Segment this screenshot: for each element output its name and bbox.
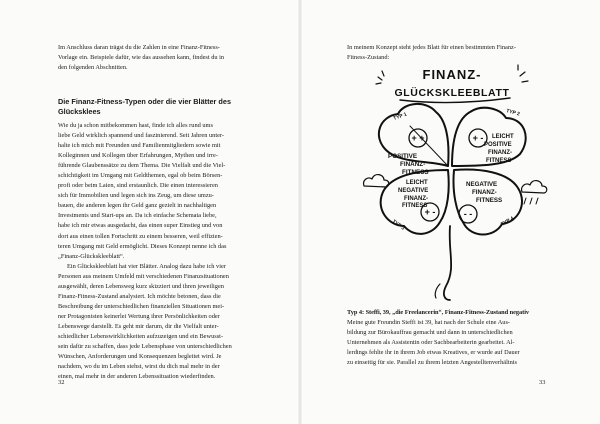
caption-body: Meine gute Freundin Steffi ist 39, hat nach der Schule eine Aus- bildung zur Bürokauffrau gemacht und dann in unterschiedlichen Unternehmen als Assistentin oder Sachbearbeiterin gearbeitet. Al- lerdings fehlte ihr in ihrem Job etwas Kreatives, er wurde auf Dauer zu einseitig für sie. Parallel zu ihrem letzten Angestelltenverhältnis <box>347 319 520 367</box>
clover-illustration <box>360 62 550 302</box>
sparkle-icon <box>518 65 528 82</box>
section-heading: Die Finanz-Fitness-Typen oder die vier Blätter des Glücksklees <box>58 97 232 116</box>
page-number-right: 33 <box>539 379 546 386</box>
right-page <box>300 0 600 424</box>
signs-typ4: - - <box>463 209 473 219</box>
left-intro <box>58 43 265 73</box>
caption-title: Typ 4: Steffi, 39, „die Freelancerin“, Finanz-Fitness-Zustand negativ <box>347 309 530 316</box>
signs-typ1: + + <box>411 133 425 143</box>
left-body <box>58 121 265 382</box>
svg-text:POSITIVE: POSITIVE <box>484 142 512 148</box>
svg-text:FINANZ-: FINANZ- <box>404 196 428 202</box>
signs-typ2: + - <box>472 133 484 143</box>
tag-typ4: TYP 4 <box>500 215 515 228</box>
tag-typ2: TYP 2 <box>505 108 521 118</box>
svg-text:FINANZ-: FINANZ- <box>400 161 426 168</box>
sparkle-icon <box>376 71 384 84</box>
svg-text:LEICHT: LEICHT <box>492 134 514 140</box>
cloud-icon <box>364 175 389 187</box>
line: Im Anschluss daran trägst du die Zahlen in eine Finanz-Fitness- <box>58 44 220 51</box>
paragraph-2: Ein Glückskleeblatt hat vier Blätter. Analog dazu habe ich vier Personen aus meinem Umfeld mit verschiedenen Finanzsituationen ausgewählt, deren Lebensweg kurz skizziert und ihren jeweiligen Finanz-Fitness-Zustand analysiert. Ich möchte betonen, dass die Beschreibung der unterschiedlichen finanziellen Situationen mei- ner Protagonisten keinerlei Wertung ihrer Persönlichkeiten oder Lebenswege darstellt. Es geht mir darum, dir die Vielfalt unter- schiedlicher Lebenswirklichkeiten aufzuzeigen und ein Bewusst- sein dafür zu schaffen, dass jede Lebensphase von unterschiedlichen Wünschen, Anforderungen und Konsequenzen begleitet wird. Je nachdem, wo du im Leben stehst, wirst du dich mal mehr in der einen, mal mehr in der anderen Lebenssituation wiederfinden. <box>58 262 232 381</box>
tag-typ3: TYP 3 <box>390 218 406 232</box>
svg-text:FITNESS: FITNESS <box>402 169 429 176</box>
rain-icon <box>524 198 538 204</box>
svg-text:POSITIVE: POSITIVE <box>388 153 418 160</box>
svg-text:NEGATIVE: NEGATIVE <box>398 188 429 194</box>
illustration-title-1: FINANZ- <box>422 67 482 82</box>
right-caption <box>347 308 554 368</box>
line: den folgenden Abschnitten. <box>58 64 128 72</box>
svg-text:FITNESS: FITNESS <box>486 158 512 164</box>
svg-text:FITNESS: FITNESS <box>476 197 503 204</box>
svg-text:FINANZ-: FINANZ- <box>472 189 497 196</box>
signs-typ3: + - <box>424 207 436 217</box>
right-intro: In meinem Konzept steht jedes Blatt für einen bestimmten Finanz- Fitness-Zustand: <box>347 44 516 62</box>
svg-text:FINANZ-: FINANZ- <box>488 150 512 156</box>
paragraph-1: Wie du ja schon mitbekommen hast, finde ich alles rund ums liebe Geld wirklich spannend und faszinierend. Seit Jahren unter- halte ich mich mit Freunden und Familienmitgliedern sowie mit Kolleginnen und Kollegen über Erfahrungen, Mythen und irre- führende Glaubenssätze zu dem Thema. Die Vielfalt und die Viel- schichtigkeit im Umgang mit Geldthemen, egal ob beim Börsen- profi oder beim Laien, sind erstaunlich. Die einen interessieren sich für Immobilien und legen sich ins Zeug, um diese umzu- bauen, die anderen legen ihr Geld ganz gezielt in nachhaltigen Investments und Start-ups an. Da ich einfache Schemata liebe, habe ich mir etwas ausgedacht, das einen super Einstieg und von dort aus einen tollen Fortschritt zu einem besseren, weil effizien- teren Umgang mit Geld ermöglicht. Dieses Konzept nenne ich das „Finanz-Glückskleeblatt“. <box>58 122 227 260</box>
line: Vorlage ein. Beispiele dafür, wie das aussehen kann, findest du in <box>58 54 225 62</box>
page-number-left: 32 <box>58 379 65 386</box>
illustration-title-2: GLÜCKSKLEEBLATT <box>394 87 510 99</box>
clover-stem <box>444 226 451 300</box>
svg-text:LEICHT: LEICHT <box>406 180 428 186</box>
cloud-icon <box>522 181 547 193</box>
tag-typ1: TYP 1 <box>392 111 408 122</box>
svg-text:NEGATIVE: NEGATIVE <box>466 181 498 188</box>
svg-text:FITNESS: FITNESS <box>402 203 428 209</box>
